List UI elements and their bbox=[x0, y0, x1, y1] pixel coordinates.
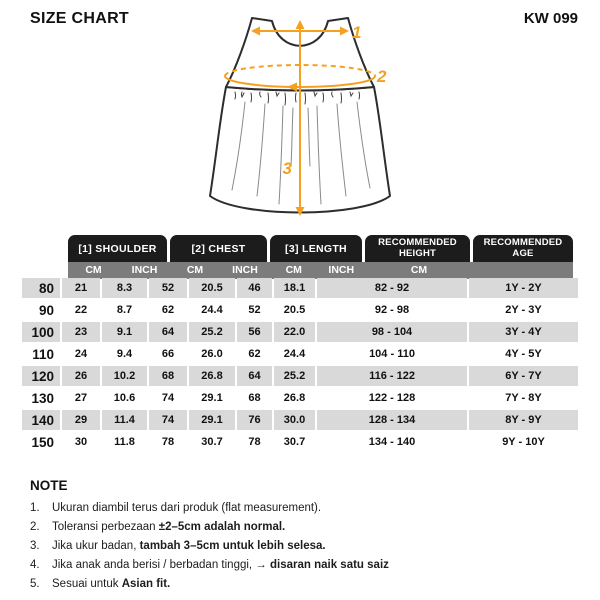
value-cell: 24 bbox=[74, 348, 88, 360]
value-cell: 64 bbox=[149, 322, 187, 342]
value-cell: 11.8 bbox=[114, 436, 135, 448]
note-text: Sesuai untuk Asian fit. bbox=[52, 578, 171, 590]
tab-length: [3] LENGTH bbox=[270, 235, 362, 262]
tab-recommended-height: RECOMMENDED HEIGHT bbox=[365, 235, 470, 262]
size-table-body bbox=[22, 278, 578, 452]
value-cell: 46 bbox=[237, 278, 272, 298]
page-title: SIZE CHART bbox=[30, 10, 129, 27]
size-table bbox=[20, 276, 580, 454]
unit-label: INCH bbox=[131, 264, 158, 276]
note-item bbox=[30, 499, 578, 518]
value-cell: 62 bbox=[248, 348, 261, 360]
size-cell: 100 bbox=[22, 322, 60, 342]
dress-diagram bbox=[205, 10, 395, 220]
value-cell: 8.7 bbox=[116, 304, 133, 316]
note-number: 3. bbox=[30, 540, 40, 552]
value-cell: 52 bbox=[248, 304, 261, 316]
value-cell: 3Y - 4Y bbox=[469, 322, 578, 342]
tab-chest: [2] CHEST bbox=[170, 235, 267, 262]
value-cell: 10.2 bbox=[102, 366, 147, 386]
value-cell: 2Y - 3Y bbox=[505, 304, 542, 316]
value-cell: 8.3 bbox=[102, 278, 147, 298]
notes-section bbox=[30, 478, 578, 594]
value-cell: 23 bbox=[62, 322, 100, 342]
value-cell: 9.4 bbox=[116, 348, 133, 360]
value-cell: 29.1 bbox=[201, 392, 223, 404]
size-table-header bbox=[68, 235, 573, 279]
note-item bbox=[30, 537, 578, 556]
value-cell: 20.5 bbox=[189, 278, 235, 298]
notes-title: NOTE bbox=[30, 478, 68, 493]
value-cell: 26.8 bbox=[283, 392, 306, 404]
value-cell: 25.2 bbox=[189, 322, 235, 342]
table-row bbox=[22, 388, 578, 408]
value-cell: 104 - 110 bbox=[369, 348, 415, 360]
value-cell: 9Y - 10Y bbox=[502, 436, 545, 448]
value-cell: 24.4 bbox=[283, 348, 306, 360]
table-row bbox=[22, 432, 578, 452]
value-cell: 30 bbox=[74, 436, 88, 448]
value-cell: 22 bbox=[74, 304, 88, 316]
notes-list bbox=[30, 499, 578, 594]
value-cell: 1Y - 2Y bbox=[469, 278, 578, 298]
header-tabs bbox=[68, 235, 573, 262]
value-cell: 6Y - 7Y bbox=[469, 366, 578, 386]
value-cell: 27 bbox=[74, 392, 88, 404]
unit-label: INCH bbox=[328, 264, 355, 276]
value-cell: 134 - 140 bbox=[368, 436, 416, 448]
value-cell: 4Y - 5Y bbox=[505, 348, 542, 360]
product-code: KW 099 bbox=[523, 10, 578, 27]
size-cell: 140 bbox=[22, 410, 60, 430]
size-cell: 90 bbox=[38, 302, 54, 318]
value-cell: 25.2 bbox=[274, 366, 315, 386]
size-cell: 120 bbox=[22, 366, 60, 386]
note-number: 1. bbox=[30, 502, 40, 514]
table-row bbox=[22, 366, 578, 386]
note-item bbox=[30, 575, 578, 594]
value-cell: 11.4 bbox=[102, 410, 147, 430]
note-number: 5. bbox=[30, 578, 40, 590]
unit-label: CM bbox=[285, 264, 302, 276]
note-number: 4. bbox=[30, 559, 40, 571]
value-cell: 116 - 122 bbox=[317, 366, 467, 386]
size-cell: 110 bbox=[32, 346, 54, 362]
value-cell: 10.6 bbox=[113, 392, 136, 404]
value-cell: 74 bbox=[149, 410, 187, 430]
value-cell: 26 bbox=[62, 366, 100, 386]
value-cell: 26.0 bbox=[201, 348, 223, 360]
value-cell: 18.1 bbox=[274, 278, 315, 298]
value-cell: 92 - 98 bbox=[374, 304, 410, 316]
value-cell: 52 bbox=[149, 278, 187, 298]
note-item bbox=[30, 518, 578, 537]
value-cell: 78 bbox=[248, 436, 261, 448]
size-cell: 130 bbox=[31, 390, 54, 406]
value-cell: 74 bbox=[161, 392, 175, 404]
value-cell: 76 bbox=[237, 410, 272, 430]
value-cell: 26.8 bbox=[189, 366, 235, 386]
unit-label: INCH bbox=[232, 264, 258, 276]
value-cell: 98 - 104 bbox=[317, 322, 467, 342]
value-cell: 22.0 bbox=[274, 322, 315, 342]
unit-label: CM bbox=[85, 264, 102, 276]
value-cell: 78 bbox=[161, 436, 175, 448]
value-cell: 30.7 bbox=[201, 436, 223, 448]
value-cell: 29 bbox=[62, 410, 100, 430]
note-item bbox=[30, 556, 578, 575]
note-text: Toleransi perbezaan ±2–5cm adalah normal. bbox=[52, 521, 286, 533]
value-cell: 20.5 bbox=[283, 304, 306, 316]
size-cell: 150 bbox=[31, 434, 54, 450]
value-cell: 66 bbox=[161, 348, 175, 360]
measure-label-2: 2 bbox=[377, 67, 387, 86]
table-row bbox=[22, 322, 578, 342]
value-cell: 30.0 bbox=[274, 410, 315, 430]
unit-label: CM bbox=[410, 264, 428, 276]
measure-label-3: 3 bbox=[282, 159, 292, 178]
value-cell: 122 - 128 bbox=[368, 392, 416, 404]
value-cell: 29.1 bbox=[189, 410, 235, 430]
value-cell: 68 bbox=[248, 392, 261, 404]
tab-recommended-age: RECOMMENDED AGE bbox=[473, 235, 573, 262]
value-cell: 56 bbox=[237, 322, 272, 342]
value-cell: 128 - 134 bbox=[317, 410, 467, 430]
note-number: 2. bbox=[30, 521, 40, 533]
length-arrowhead-top bbox=[296, 20, 305, 29]
value-cell: 21 bbox=[62, 278, 100, 298]
table-row bbox=[22, 300, 578, 320]
table-row bbox=[22, 410, 578, 430]
table-row bbox=[22, 344, 578, 364]
note-text: Jika anak anda berisi / berbadan tinggi, → disaran naik satu saiz bbox=[52, 559, 389, 571]
value-cell: 30.7 bbox=[283, 436, 306, 448]
note-text: Ukuran diambil terus dari produk (flat measurement). bbox=[52, 502, 322, 514]
note-text: Jika ukur badan, tambah 3–5cm untuk lebih selesa. bbox=[52, 540, 326, 552]
value-cell: 68 bbox=[149, 366, 187, 386]
value-cell: 9.1 bbox=[102, 322, 147, 342]
value-cell: 7Y - 8Y bbox=[505, 392, 542, 404]
measure-label-1: 1 bbox=[352, 23, 362, 42]
tab-shoulder: [1] SHOULDER bbox=[68, 235, 167, 262]
value-cell: 82 - 92 bbox=[317, 278, 467, 298]
value-cell: 8Y - 9Y bbox=[469, 410, 578, 430]
table-row bbox=[22, 278, 578, 298]
unit-label: CM bbox=[186, 264, 204, 276]
value-cell: 64 bbox=[237, 366, 272, 386]
value-cell: 24.4 bbox=[201, 304, 223, 316]
size-cell: 80 bbox=[22, 278, 60, 298]
value-cell: 62 bbox=[161, 304, 175, 316]
